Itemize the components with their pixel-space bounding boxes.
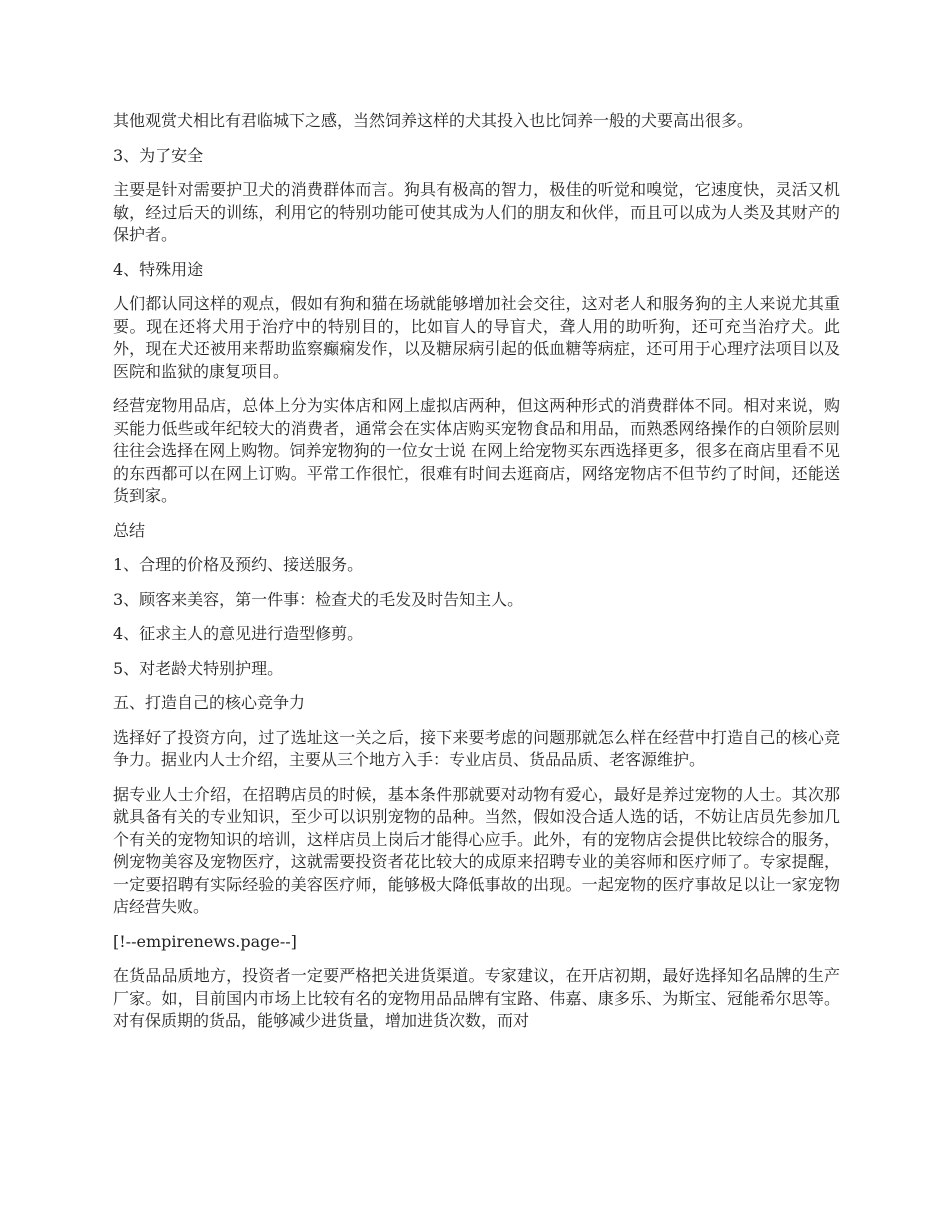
section-heading: 总结 [113,520,146,540]
paragraph: 据专业人士介绍，在招聘店员的时候，基本条件那就要对动物有爱心，最好是养过宠物的人士。其次那就具备有关的专业知识，至少可以识别宠物的品种。当然，假如没合适人选的话，不妨让店员先参加几个有关的宠物知识的培训，这样店员上岗后才能得心应手。此外，有的宠物店会提供比较综合的服务，例宠物美容及宠物医疗，这就需要投资者花比较大的成原来招聘专业的美容师和医疗师了。专家提醒，一定要招聘有实际经验的美容医疗师，能够极大降低事故的出现。一起宠物的医疗事故足以让一家宠物店经营失败。 [113,784,840,916]
list-item: 5、对老龄犬特别护理。 [113,658,284,678]
page-break-marker: [!--empirenews.page--] [113,931,297,951]
list-item: 4、征求主人的意见进行造型修剪。 [113,624,364,643]
list-item: 1、合理的价格及预约、接送服务。 [113,555,364,574]
paragraph: 在货品品质地方，投资者一定要严格把关进货渠道。专家建议，在开店初期，最好选择知名品牌的生产厂家。如，目前国内市场上比较有名的宠物用品品牌有宝路、伟嘉、康多乐、为斯宝、冠能希尔思等。对有保质期的货品，能够减少进货量，增加进货次数，而对 [113,966,840,1030]
paragraph: 经营宠物用品店，总体上分为实体店和网上虚拟店两种，但这两种形式的消费群体不同。相对来说，购买能力低些或年纪较大的消费者，通常会在实体店购买宠物食品和用品，而熟悉网络操作的白领阶层则往往会选择在网上购物。饲养宠物狗的一位女士说 在网上给宠物买东西选择更多，很多在商店里看不见的东西都可以在网上订购。平常工作很忙，很难有时间去逛商店，网络宠物店不但节约了时间，还能送货到家。 [113,396,840,505]
section-heading: 五、打造自己的核心竞争力 [113,693,306,712]
section-heading: 3、为了安全 [113,145,204,165]
paragraph: 人们都认同这样的观点，假如有狗和猫在场就能够增加社会交往，这对老人和服务狗的主人来说尤其重要。现在还将犬用于治疗中的特别目的，比如盲人的导盲犬，聋人用的助听狗，还可充当治疗犬。此外，现在犬还被用来帮助监察癫痫发作，以及糖尿病引起的低血糖等病症，还可用于心理疗法项目以及医院和监狱的康复项目。 [113,294,840,381]
list-item: 3、顾客来美容，第一件事：检查犬的毛发及时告知主人。 [113,589,524,609]
paragraph: 主要是针对需要护卫犬的消费群体而言。狗具有极高的智力，极佳的听觉和嗅觉，它速度快，灵活又机敏，经过后天的训练，利用它的特别功能可使其成为人们的朋友和伙伴，而且可以成为人类及其财产的保护者。 [113,180,840,244]
document-page [113,110,840,1045]
section-heading: 4、特殊用途 [113,259,204,279]
paragraph: 其他观赏犬相比有君临城下之感，当然饲养这样的犬其投入也比饲养一般的犬要高出很多。 [113,111,754,130]
paragraph: 选择好了投资方向，过了选址这一关之后，接下来要考虑的问题那就怎么样在经营中打造自己的核心竞争力。据业内人士介绍，主要从三个地方入手：专业店员、货品品质、老客源维护。 [113,727,840,769]
